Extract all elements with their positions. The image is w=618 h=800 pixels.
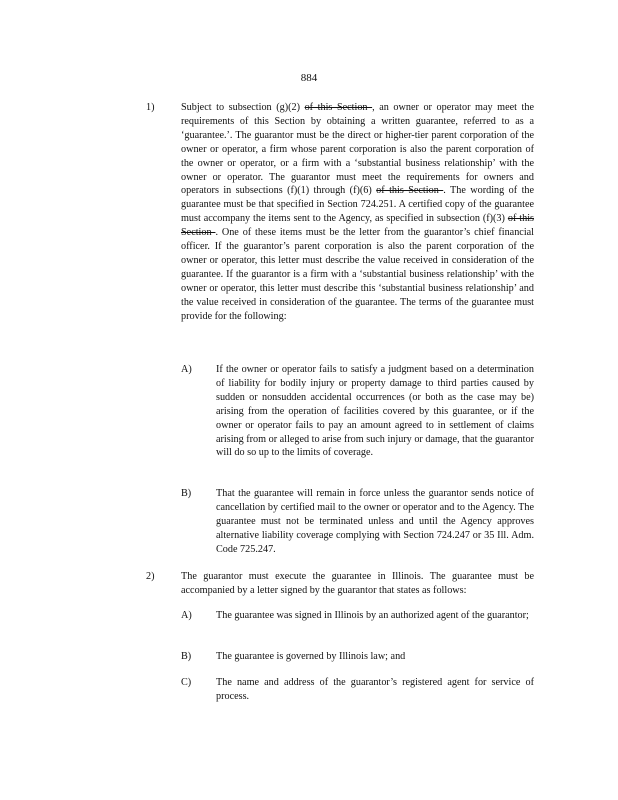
page-number: 884 [300, 72, 318, 84]
subparagraph-2b-label: B) [181, 651, 192, 662]
subparagraph-2b-text: The guarantee is governed by Illinois law; and [216, 651, 406, 662]
subparagraph-1a-text: If the owner or operator fails to satisfy a judgment based on a determination of liability for bodily injury or property damage to third parties caused by sudden or nonsudden accidental occurrences (or both as the case may be) arising from the operation of facilities covered by this guarantee, or if the owner or operator fails to pay an amount agreed to in settlement of claims arising from or alleged to arise from such injury or damage, that the guarantor will do so up to the limits of coverage. [216, 364, 534, 459]
paragraph-1-text-part-4: . One of these items must be the letter from the guarantor’s chief financial officer. If the guarantor’s parent corporation is also the parent corporation of the owner or operator, this letter must describe the value received in consideration of the guarantee. If the guarantor is a firm with a ‘substantial business relationship’ with the owner or operator, this letter must describe this ‘substantial business relationship’ and the value received in consideration of the guarantee. The terms of the guarantee must provide for the following: [181, 227, 535, 322]
struck-text-1: of this Section [304, 102, 373, 113]
paragraph-2-number: 2) [146, 571, 155, 582]
paragraph-1-text-part-1: Subject to subsection (g)(2) [181, 102, 305, 113]
struck-text-2: of this Section [376, 185, 444, 197]
subparagraph-1a-label: A) [181, 364, 192, 375]
paragraph-2-text: The guarantor must execute the guarantee in Illinois. The guarantee must be accompanied by a letter signed by the guarantor that states as follows: [181, 571, 534, 596]
paragraph-1-text-part-3: . The wording of the guarantee must be that specified in Section 724.251. A certified copy of the guarantee must accompany the items sent to the Agency, as specified in subsection (f)(3) [181, 185, 535, 225]
subparagraph-2a-label: A) [181, 610, 192, 621]
subparagraph-1b-text: That the guarantee will remain in force unless the guarantor sends notice of cancellation by certified mail to the owner or operator and to the Agency. The guarantee must not be terminated unless and until the Agency approves alternative liability coverage complying with Section 724.247 or 35 Ill. Adm. Code 725.247. [216, 488, 534, 555]
subparagraph-2a-text: The guarantee was signed in Illinois by an authorized agent of the guarantor; [216, 610, 529, 621]
subparagraph-2c-label: C) [181, 677, 192, 688]
paragraph-1-text [181, 101, 534, 324]
paragraph-1-number: 1) [146, 102, 155, 113]
struck-text-3: of this Section [181, 213, 534, 239]
paragraph-1-text-part-2: , an owner or operator may meet the requirements of this Section by obtaining a written guarantee, referred to as a ‘guarantee.’. The guarantor must be the direct or higher-tier parent corporation of the owner or operator, a firm whose parent corporation is also the parent corporation of the owner or operator, or a firm with a ‘substantial business relationship’ with the owner or operator. The guarantor must meet the requirements for owners and operators in subsections (f)(1) through (f)(6) [181, 102, 534, 197]
subparagraph-2c-text: The name and address of the guarantor’s registered agent for service of process. [216, 677, 534, 702]
subparagraph-1b-label: B) [181, 488, 192, 499]
